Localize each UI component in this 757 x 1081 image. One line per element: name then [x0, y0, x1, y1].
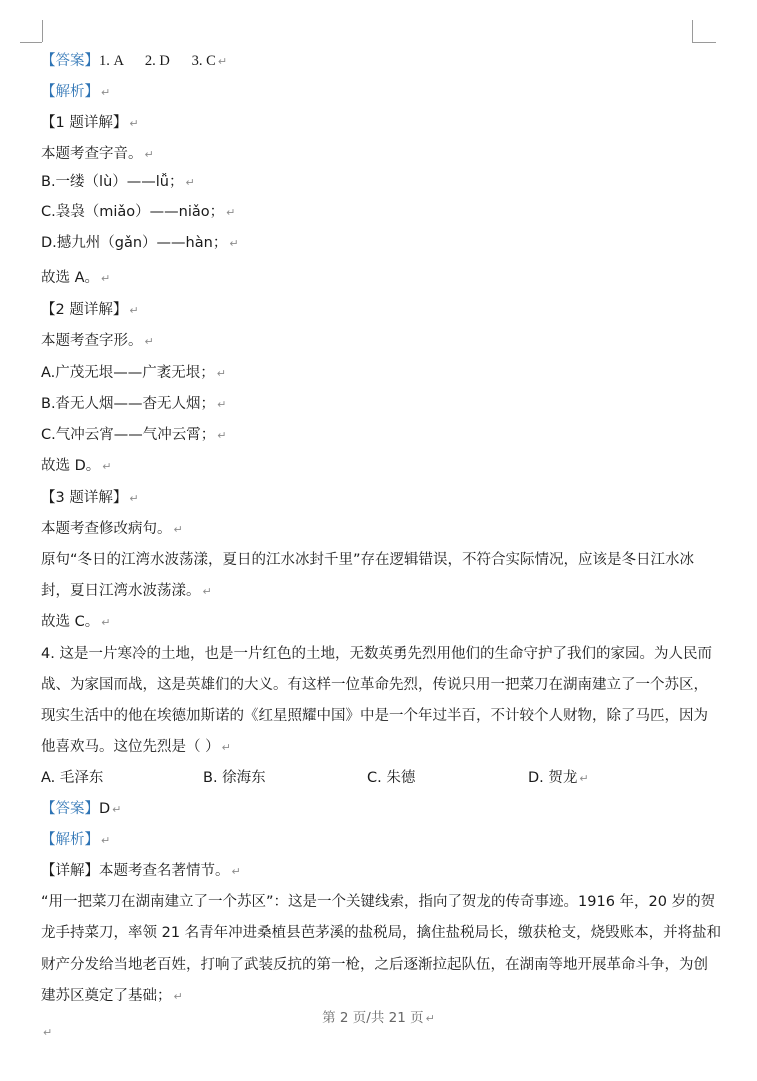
analysis-label: 【解析】	[41, 84, 99, 100]
paragraph-mark-icon: ↵	[129, 117, 139, 130]
paragraph-mark-icon: ↵	[217, 429, 227, 442]
q4-option-d: D. 贺龙	[528, 770, 578, 786]
q1-option-b: B.一缕（lù）——lǚ； ↵	[41, 174, 195, 190]
analysis-label: 【解析】	[41, 832, 99, 848]
q4-explanation-line-2: 龙手持菜刀，率领 21 名青年冲进桑植县芭茅溪的盐税局，擒住盐税局长，缴获枪支，烧毁账本，并将盐和	[41, 925, 722, 941]
q2-option-c: C.气冲云宵——气冲云霄； ↵	[41, 427, 227, 443]
empty-paragraph	[41, 1022, 52, 1043]
detail-heading-2: 【2 题详解】 ↵	[41, 302, 139, 318]
q3-explanation-line-1: 原句“冬日的江湾水波荡漾，夏日的江水冰封千里”存在逻辑错误，不符合实际情况，应该是冬日江水冰	[41, 552, 695, 568]
paragraph-mark-icon: ↵	[217, 55, 228, 68]
analysis-tag-4	[41, 830, 110, 851]
answer-text: D	[99, 801, 111, 817]
paragraph-mark-icon: ↵	[129, 304, 139, 317]
q3-explanation-line-2: 封，夏日江湾水波荡漾。 ↵	[41, 583, 212, 599]
q1-description: 本题考查字音。 ↵	[41, 146, 154, 162]
paragraph-mark-icon: ↵	[425, 1012, 435, 1025]
detail-heading-1: 【1 题详解】 ↵	[41, 115, 139, 131]
paragraph-mark-icon: ↵	[144, 335, 154, 348]
answer-tag: 【答案】	[41, 801, 99, 817]
q4-stem-line-3: 现实生活中的他在埃德加斯诺的《红星照耀中国》中是一个年过半百，不计较个人财物，除了马匹，因为	[41, 708, 708, 724]
q4-explanation-line-4: 建苏区奠定了基础； ↵	[41, 988, 183, 1004]
paragraph-mark-icon: ↵	[173, 990, 183, 1003]
paragraph-mark-icon: ↵	[101, 272, 111, 285]
q4-stem-line-2: 战、为家国而战，这是英雄们的大义。有这样一位革命先烈，传说只用一把菜刀在湖南建立了一个苏区，	[41, 677, 708, 693]
paragraph-mark-icon: ↵	[185, 176, 195, 189]
paragraph-mark-icon: ↵	[112, 803, 122, 816]
paragraph-mark-icon: ↵	[226, 206, 236, 219]
q3-answer: 故选 C。 ↵	[41, 614, 111, 630]
q2-option-a: A.广茂无垠——广袤无垠； ↵	[41, 365, 226, 381]
analysis-tag-1	[41, 82, 110, 103]
q4-detail-heading: 【详解】本题考查名著情节。 ↵	[41, 863, 241, 879]
q2-description: 本题考查字形。 ↵	[41, 333, 154, 349]
paragraph-mark-icon: ↵	[173, 523, 183, 536]
paragraph-mark-icon: ↵	[229, 237, 239, 250]
answer-text: 1. A 2. D 3. C	[99, 53, 216, 69]
paragraph-mark-icon: ↵	[101, 86, 111, 99]
answer-line-4	[41, 799, 121, 820]
q4-stem-line-1: 4. 这是一片寒冷的土地，也是一片红色的土地，无数英勇先烈用他们的生命守护了我们的家园。为人民而	[41, 646, 712, 662]
paragraph-mark-icon: ↵	[43, 1026, 53, 1039]
q4-stem-line-4: 他喜欢马。这位先烈是（ ） ↵	[41, 739, 231, 755]
q4-explanation-line-3: 财产分发给当地老百姓，打响了武装反抗的第一枪，之后逐渐拉起队伍，在湖南等地开展革命斗争，为创	[41, 957, 708, 973]
q4-options	[41, 768, 589, 789]
paragraph-mark-icon: ↵	[129, 492, 139, 505]
q2-option-b: B.沓无人烟——杳无人烟； ↵	[41, 396, 227, 412]
page-number: 第 2 页/共 21 页	[322, 1010, 424, 1026]
answer-line-1	[41, 51, 227, 72]
paragraph-mark-icon: ↵	[579, 772, 589, 785]
paragraph-mark-icon: ↵	[102, 460, 112, 473]
q3-description: 本题考查修改病句。 ↵	[41, 521, 183, 537]
paragraph-mark-icon: ↵	[144, 148, 154, 161]
paragraph-mark-icon: ↵	[202, 585, 212, 598]
paragraph-mark-icon: ↵	[101, 616, 111, 629]
q1-answer: 故选 A。 ↵	[41, 270, 111, 286]
paragraph-mark-icon: ↵	[217, 398, 227, 411]
q4-option-c: C. 朱德	[367, 770, 416, 786]
paragraph-mark-icon: ↵	[101, 834, 111, 847]
q1-option-c: C.袅袅（miǎo）——niǎo； ↵	[41, 204, 236, 220]
q2-answer: 故选 D。 ↵	[41, 458, 112, 474]
detail-heading-3: 【3 题详解】 ↵	[41, 490, 139, 506]
paragraph-mark-icon: ↵	[231, 865, 241, 878]
paragraph-mark-icon: ↵	[221, 741, 231, 754]
q4-option-a: A. 毛泽东	[41, 770, 104, 786]
page-footer	[0, 1006, 757, 1026]
paragraph-mark-icon: ↵	[216, 367, 226, 380]
q4-option-b: B. 徐海东	[203, 770, 266, 786]
q1-option-d: D.撼九州（gǎn）——hàn； ↵	[41, 235, 239, 251]
answer-tag: 【答案】	[41, 53, 99, 69]
q4-explanation-line-1: “用一把菜刀在湖南建立了一个苏区”：这是一个关键线索，指向了贺龙的传奇事迹。1916 年，20 岁的贺	[41, 894, 716, 910]
